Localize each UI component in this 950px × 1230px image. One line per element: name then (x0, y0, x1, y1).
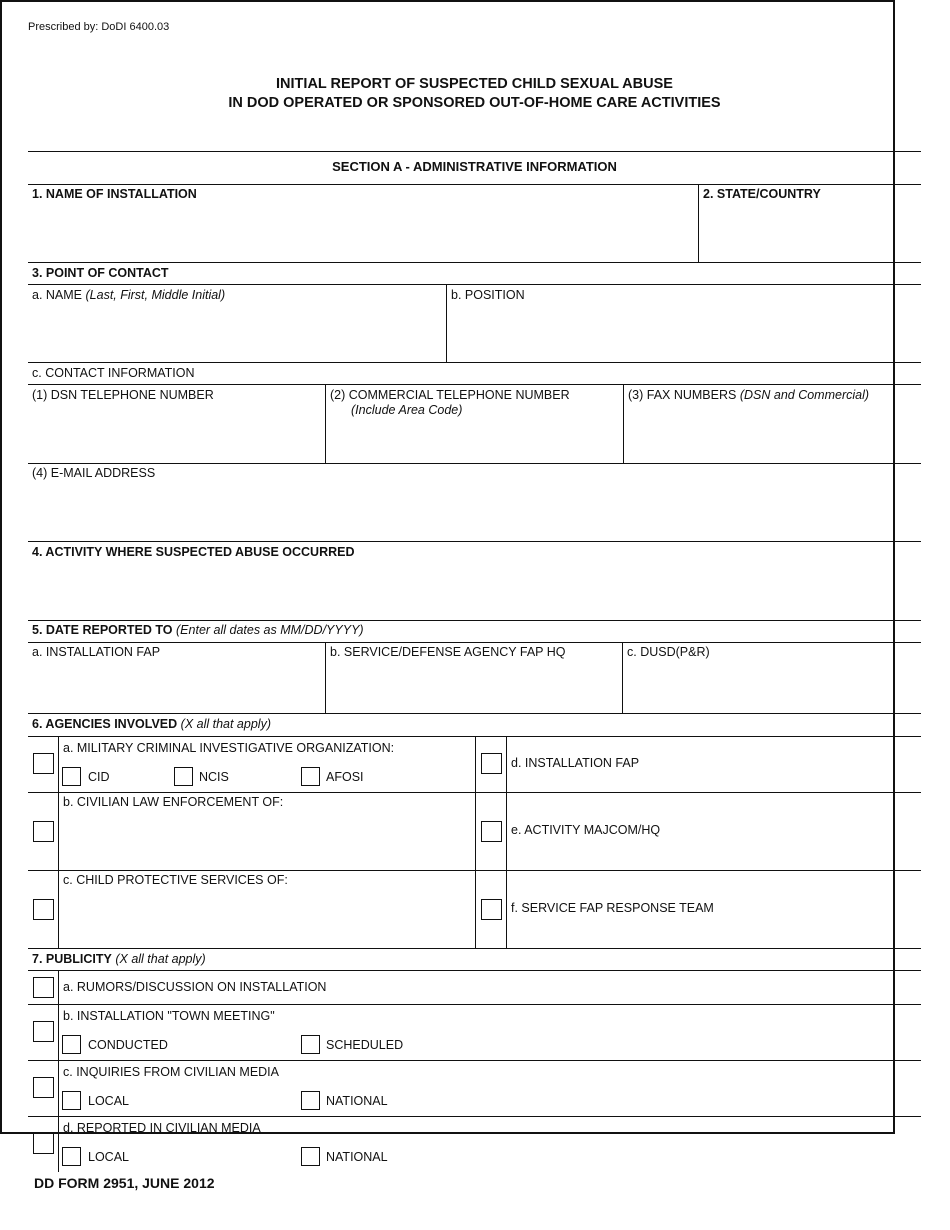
publicity-media-reported-checkbox[interactable] (33, 1133, 54, 1154)
scheduled-checkbox[interactable] (301, 1035, 320, 1054)
form-footer: DD FORM 2951, JUNE 2012 (34, 1175, 215, 1191)
divider (325, 384, 326, 463)
divider (28, 1004, 921, 1005)
field-3c2-note: (Include Area Code) (351, 403, 463, 417)
field-3c-label: c. CONTACT INFORMATION (32, 366, 195, 380)
publicity-media-inquiries-checkbox[interactable] (33, 1077, 54, 1098)
conducted-checkbox[interactable] (62, 1035, 81, 1054)
ncis-label: NCIS (199, 770, 229, 784)
field-7d-label: d. REPORTED IN CIVILIAN MEDIA (63, 1121, 261, 1135)
reported-local-checkbox[interactable] (62, 1147, 81, 1166)
divider (28, 362, 921, 363)
field-5b-label: b. SERVICE/DEFENSE AGENCY FAP HQ (330, 645, 566, 659)
agency-mcio-checkbox[interactable] (33, 753, 54, 774)
field-3b-label: b. POSITION (451, 288, 525, 302)
divider (58, 970, 59, 1172)
inquiries-local-checkbox[interactable] (62, 1091, 81, 1110)
field-6e-label: e. ACTIVITY MAJCOM/HQ (511, 823, 661, 837)
divider (28, 1060, 921, 1061)
inquiries-local-label: LOCAL (88, 1094, 129, 1108)
divider (28, 620, 921, 621)
divider (28, 948, 921, 949)
divider (623, 384, 624, 463)
field-3c3-label: (3) FAX NUMBERS (DSN and Commercial) (628, 388, 870, 402)
divider (28, 151, 921, 152)
publicity-rumors-checkbox[interactable] (33, 977, 54, 998)
field-1-label: 1. NAME OF INSTALLATION (32, 187, 197, 201)
field-6f-label: f. SERVICE FAP RESPONSE TEAM (511, 901, 714, 915)
field-7-label: 7. PUBLICITY (X all that apply) (32, 952, 206, 966)
field-6b-label: b. CIVILIAN LAW ENFORCEMENT OF: (63, 795, 284, 809)
field-4-label: 4. ACTIVITY WHERE SUSPECTED ABUSE OCCURRED (32, 545, 355, 559)
cid-label: CID (88, 770, 110, 784)
publicity-town-meeting-checkbox[interactable] (33, 1021, 54, 1042)
field-7a-label: a. RUMORS/DISCUSSION ON INSTALLATION (63, 980, 327, 994)
field-5-label: 5. DATE REPORTED TO (Enter all dates as MM/DD/YYYY) (32, 623, 364, 637)
divider (325, 642, 326, 713)
field-6a-label: a. MILITARY CRIMINAL INVESTIGATIVE ORGANIZATION: (63, 741, 395, 755)
field-3c4-label: (4) E-MAIL ADDRESS (32, 466, 156, 480)
field-6d-label: d. INSTALLATION FAP (511, 756, 640, 770)
ncis-checkbox[interactable] (174, 767, 193, 786)
cid-checkbox[interactable] (62, 767, 81, 786)
field-6c-label: c. CHILD PROTECTIVE SERVICES OF: (63, 873, 288, 887)
form-title-line1: INITIAL REPORT OF SUSPECTED CHILD SEXUAL ABUSE (276, 76, 673, 92)
divider (28, 541, 921, 542)
divider (28, 463, 921, 464)
field-3c2-label: (2) COMMERCIAL TELEPHONE NUMBER (330, 388, 570, 402)
divider (446, 284, 447, 362)
inquiries-national-label: NATIONAL (326, 1094, 388, 1108)
divider (28, 184, 921, 185)
divider (475, 736, 476, 948)
afosi-label: AFOSI (326, 770, 364, 784)
divider (698, 184, 699, 262)
divider (506, 736, 507, 948)
form-title-line2: IN DOD OPERATED OR SPONSORED OUT-OF-HOME CARE ACTIVITIES (228, 95, 721, 111)
divider (28, 384, 921, 385)
field-7c-label: c. INQUIRIES FROM CIVILIAN MEDIA (63, 1065, 279, 1079)
inquiries-national-checkbox[interactable] (301, 1091, 320, 1110)
reported-local-label: LOCAL (88, 1150, 129, 1164)
field-5c-label: c. DUSD(P&R) (627, 645, 710, 659)
agency-cps-checkbox[interactable] (33, 899, 54, 920)
divider (28, 1116, 921, 1117)
agency-response-team-checkbox[interactable] (481, 899, 502, 920)
scheduled-label: SCHEDULED (326, 1038, 404, 1052)
reported-national-checkbox[interactable] (301, 1147, 320, 1166)
divider (622, 642, 623, 713)
divider (28, 970, 921, 971)
field-7b-label: b. INSTALLATION "TOWN MEETING" (63, 1009, 275, 1023)
agency-majcom-checkbox[interactable] (481, 821, 502, 842)
agency-civilian-law-checkbox[interactable] (33, 821, 54, 842)
section-a-heading: SECTION A - ADMINISTRATIVE INFORMATION (332, 159, 617, 174)
conducted-label: CONDUCTED (88, 1038, 168, 1052)
prescribed-by: Prescribed by: DoDI 6400.03 (28, 21, 170, 33)
divider (28, 642, 921, 643)
field-6-label: 6. AGENCIES INVOLVED (X all that apply) (32, 717, 271, 731)
divider (58, 736, 59, 948)
divider (28, 284, 921, 285)
reported-national-label: NATIONAL (326, 1150, 388, 1164)
field-2-label: 2. STATE/COUNTRY (703, 187, 821, 201)
field-3a-label: a. NAME (Last, First, Middle Initial) (32, 288, 226, 302)
divider (28, 713, 921, 714)
divider (28, 262, 921, 263)
field-5a-label: a. INSTALLATION FAP (32, 645, 161, 659)
afosi-checkbox[interactable] (301, 767, 320, 786)
field-3c1-label: (1) DSN TELEPHONE NUMBER (32, 388, 214, 402)
agency-installation-fap-checkbox[interactable] (481, 753, 502, 774)
field-3-label: 3. POINT OF CONTACT (32, 266, 169, 280)
